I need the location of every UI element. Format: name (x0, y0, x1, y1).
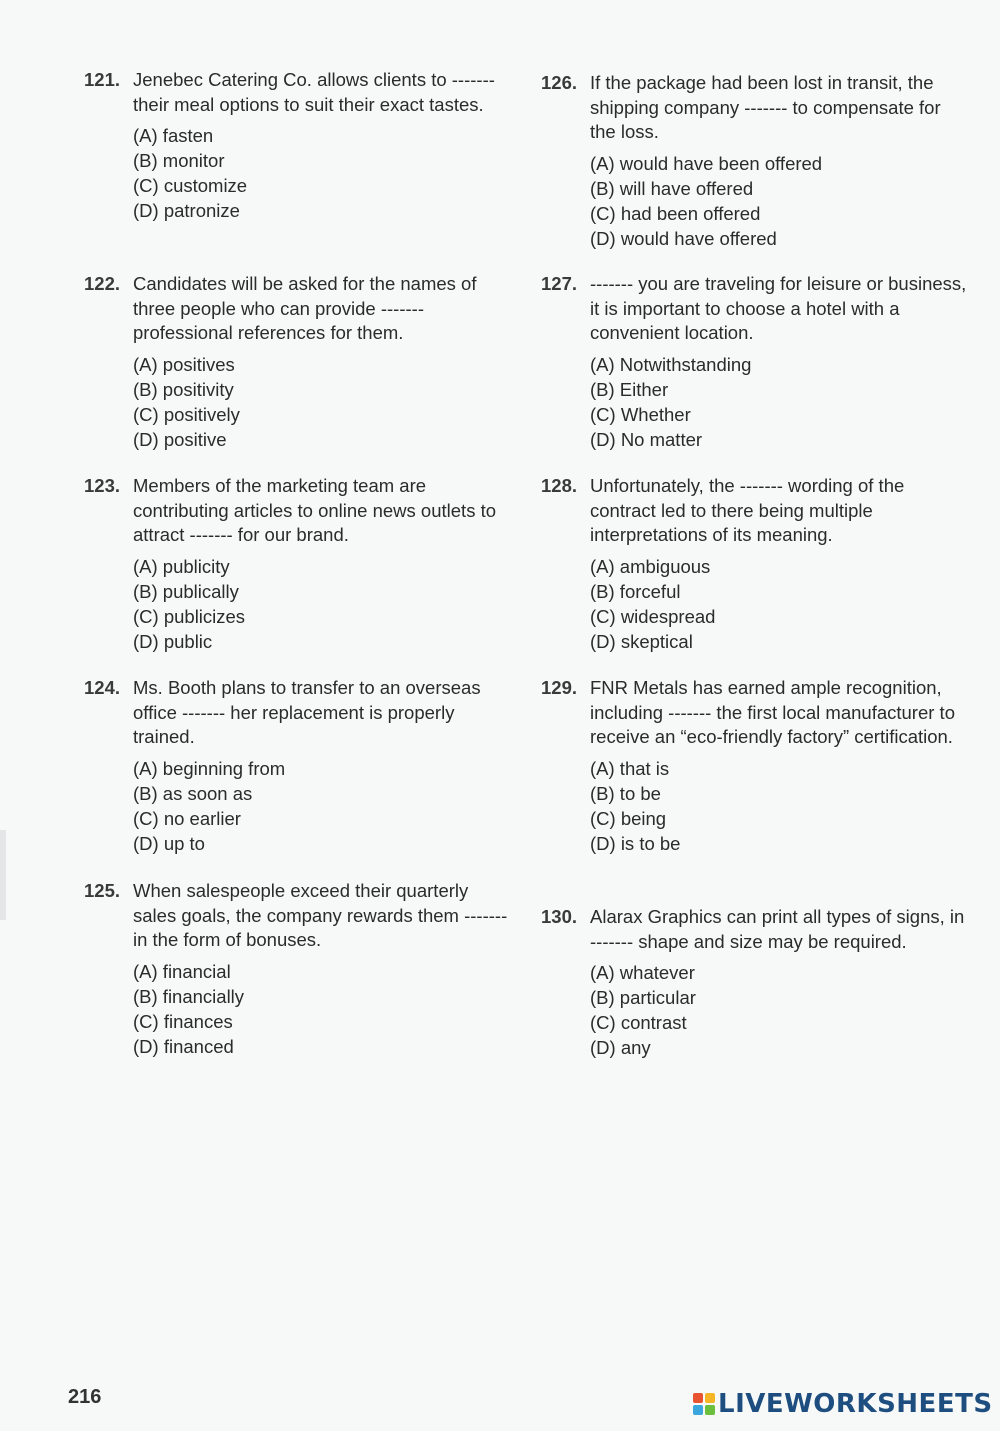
logo-block-green (705, 1405, 715, 1415)
question-text: Candidates will be asked for the names of three people who can provide ------- professional references for them. (133, 273, 477, 343)
question-number: 123. (84, 475, 121, 496)
question-number: 128. (541, 475, 578, 496)
option-a[interactable]: (A) positives (133, 353, 235, 375)
question-124 (84, 676, 514, 856)
answer-options (133, 352, 514, 452)
question-128 (541, 474, 971, 654)
question-123 (84, 474, 514, 654)
logo-block-yellow (705, 1393, 715, 1403)
option-d[interactable]: (D) up to (133, 832, 205, 854)
question-129 (541, 676, 971, 856)
answer-options (133, 123, 514, 223)
answer-options (133, 959, 514, 1059)
page-number: 216 (68, 1386, 102, 1408)
question-number: 124. (84, 677, 121, 698)
question-text: FNR Metals has earned ample recognition, including ------- the first local manufacturer to receive an “eco-friendly factory” certification. (590, 677, 955, 747)
logo-block-red (693, 1393, 703, 1403)
question-127 (541, 272, 971, 452)
question-number: 126. (541, 72, 578, 93)
option-a[interactable]: (A) beginning from (133, 757, 286, 779)
question-number: 127. (541, 273, 578, 294)
question-number: 122. (84, 273, 121, 294)
answer-options (590, 352, 971, 452)
question-number: 121. (84, 69, 121, 90)
option-d[interactable]: (D) would have offered (590, 227, 777, 249)
option-b[interactable]: (B) monitor (133, 150, 225, 171)
option-b[interactable]: (B) positivity (133, 378, 234, 400)
option-d[interactable]: (D) is to be (590, 832, 681, 854)
option-a[interactable]: (A) whatever (590, 962, 695, 983)
question-text: ------- you are traveling for leisure or business, it is important to choose a hotel with a convenient location. (590, 273, 967, 343)
question-121 (84, 68, 514, 223)
question-text: When salespeople exceed their quarterly sales goals, the company rewards them ------- in the form of bonuses. (133, 880, 508, 950)
option-c[interactable]: (C) no earlier (133, 807, 241, 829)
option-c[interactable]: (C) contrast (590, 1012, 687, 1033)
option-d[interactable]: (D) public (133, 630, 213, 652)
option-b[interactable]: (B) to be (590, 782, 661, 804)
brand-name: LIVEWORKSHEETS (718, 1389, 993, 1419)
option-c[interactable]: (C) positively (133, 403, 240, 425)
option-a[interactable]: (A) fasten (133, 125, 214, 146)
option-b[interactable]: (B) publically (133, 580, 239, 602)
question-130 (541, 905, 971, 1060)
question-text: Ms. Booth plans to transfer to an overseas office ------- her replacement is properly trained. (133, 677, 481, 747)
option-c[interactable]: (C) publicizes (133, 605, 246, 627)
option-a[interactable]: (A) ambiguous (590, 555, 711, 577)
question-122 (84, 272, 514, 452)
question-text: If the package had been lost in transit, the shipping company ------- to compensate for the loss. (590, 72, 941, 142)
option-c[interactable]: (C) Whether (590, 403, 691, 425)
answer-options (133, 756, 514, 856)
question-number: 130. (541, 906, 578, 927)
question-number: 125. (84, 880, 121, 901)
option-b[interactable]: (B) Either (590, 378, 669, 400)
answer-options (590, 554, 971, 654)
option-a[interactable]: (A) would have been offered (590, 152, 823, 174)
option-b[interactable]: (B) particular (590, 987, 696, 1008)
option-b[interactable]: (B) financially (133, 985, 245, 1007)
option-b[interactable]: (B) as soon as (133, 782, 253, 804)
question-126 (541, 71, 971, 251)
option-d[interactable]: (D) skeptical (590, 630, 693, 652)
answer-options (590, 151, 971, 251)
option-c[interactable]: (C) widespread (590, 605, 716, 627)
option-d[interactable]: (D) positive (133, 428, 227, 450)
question-text: Jenebec Catering Co. allows clients to ------- their meal options to suit their exact tastes. (133, 69, 495, 115)
answer-options (590, 756, 971, 856)
option-d[interactable]: (D) No matter (590, 428, 703, 450)
question-text: Alarax Graphics can print all types of signs, in ------- shape and size may be required. (590, 906, 965, 952)
question-125 (84, 879, 514, 1059)
option-a[interactable]: (A) Notwithstanding (590, 353, 752, 375)
option-c[interactable]: (C) finances (133, 1010, 233, 1032)
logo-block-blue (693, 1405, 703, 1415)
option-d[interactable]: (D) financed (133, 1035, 234, 1057)
option-d[interactable]: (D) any (590, 1037, 651, 1058)
option-d[interactable]: (D) patronize (133, 200, 240, 221)
page-edge-shadow (0, 830, 6, 920)
option-c[interactable]: (C) customize (133, 175, 248, 196)
question-number: 129. (541, 677, 578, 698)
option-c[interactable]: (C) being (590, 807, 667, 829)
logo-blocks-icon (693, 1393, 715, 1415)
option-a[interactable]: (A) that is (590, 757, 670, 779)
question-text: Members of the marketing team are contributing articles to online news outlets to attract ------- for our brand. (133, 475, 497, 545)
answer-options (133, 554, 514, 654)
question-text: Unfortunately, the ------- wording of the contract led to there being multiple interpretations of its meaning. (590, 475, 905, 545)
option-b[interactable]: (B) will have offered (590, 177, 754, 199)
option-a[interactable]: (A) financial (133, 960, 231, 982)
liveworksheets-logo[interactable] (693, 1389, 993, 1419)
option-c[interactable]: (C) had been offered (590, 202, 761, 224)
answer-options (590, 960, 971, 1060)
option-a[interactable]: (A) publicity (133, 555, 230, 577)
option-b[interactable]: (B) forceful (590, 580, 681, 602)
